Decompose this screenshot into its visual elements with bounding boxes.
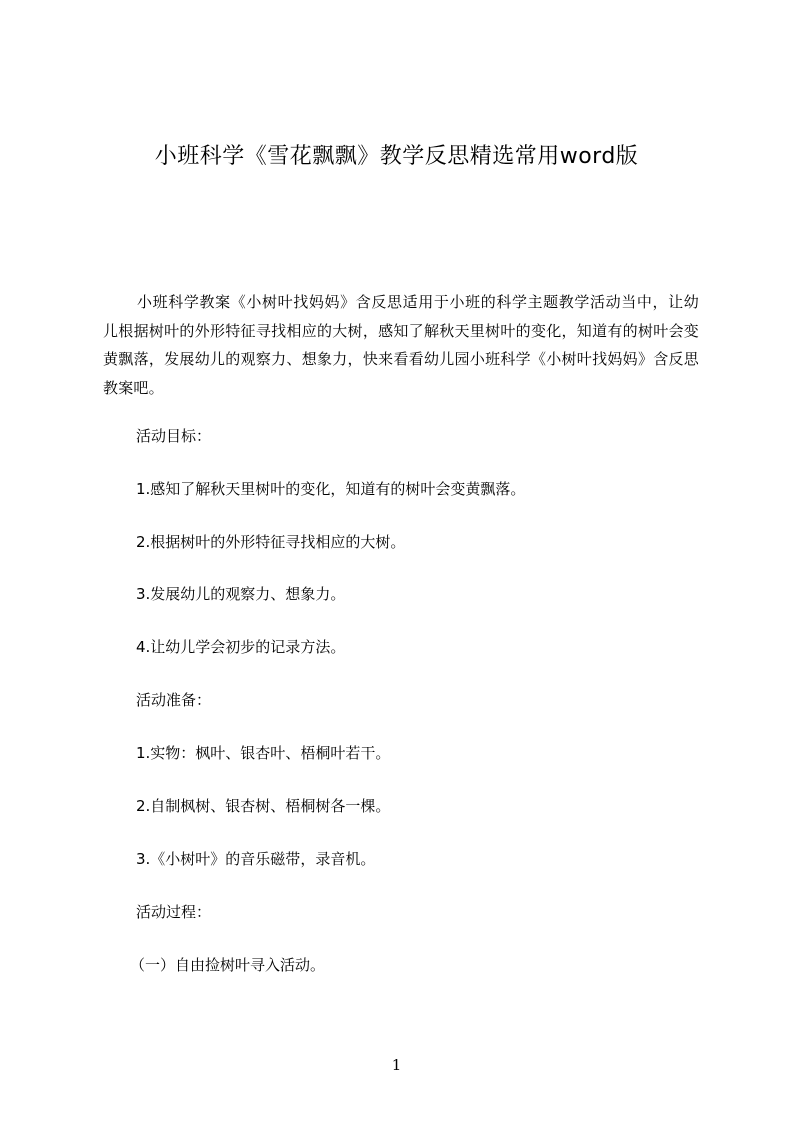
preparation-item-1: 1.实物：枫叶、银杏叶、梧桐叶若干。 bbox=[136, 744, 391, 762]
section-heading-process: 活动过程： bbox=[136, 903, 212, 921]
intro-paragraph: 小班科学教案《小树叶找妈妈》含反思适用于小班的科学主题教学活动当中，让幼儿根据树叶的外形特征寻找相应的大树，感知了解秋天里树叶的变化，知道有的树叶会变黄飘落，发展幼儿的观察力、想象力，快来看看幼儿园小班科学《小树叶找妈妈》含反思教案吧。 bbox=[103, 293, 699, 397]
objective-item-2: 2.根据树叶的外形特征寻找相应的大树。 bbox=[136, 533, 406, 551]
section-heading-preparation: 活动准备： bbox=[136, 691, 212, 709]
section-heading-objectives: 活动目标： bbox=[136, 427, 212, 445]
process-step-1: （一）自由捡树叶寻入活动。 bbox=[130, 956, 326, 974]
objective-item-3: 3.发展幼儿的观察力、想象力。 bbox=[136, 585, 346, 603]
objective-item-1: 1.感知了解秋天里树叶的变化，知道有的树叶会变黄飘落。 bbox=[136, 480, 526, 498]
preparation-item-2: 2.自制枫树、银杏树、梧桐树各一棵。 bbox=[136, 797, 391, 815]
document-title: 小班科学《雪花飘飘》教学反思精选常用word版 bbox=[154, 144, 639, 169]
preparation-item-3: 3.《小树叶》的音乐磁带，录音机。 bbox=[136, 850, 376, 868]
page-number: 1 bbox=[391, 1056, 402, 1074]
objective-item-4: 4.让幼儿学会初步的记录方法。 bbox=[136, 638, 346, 656]
